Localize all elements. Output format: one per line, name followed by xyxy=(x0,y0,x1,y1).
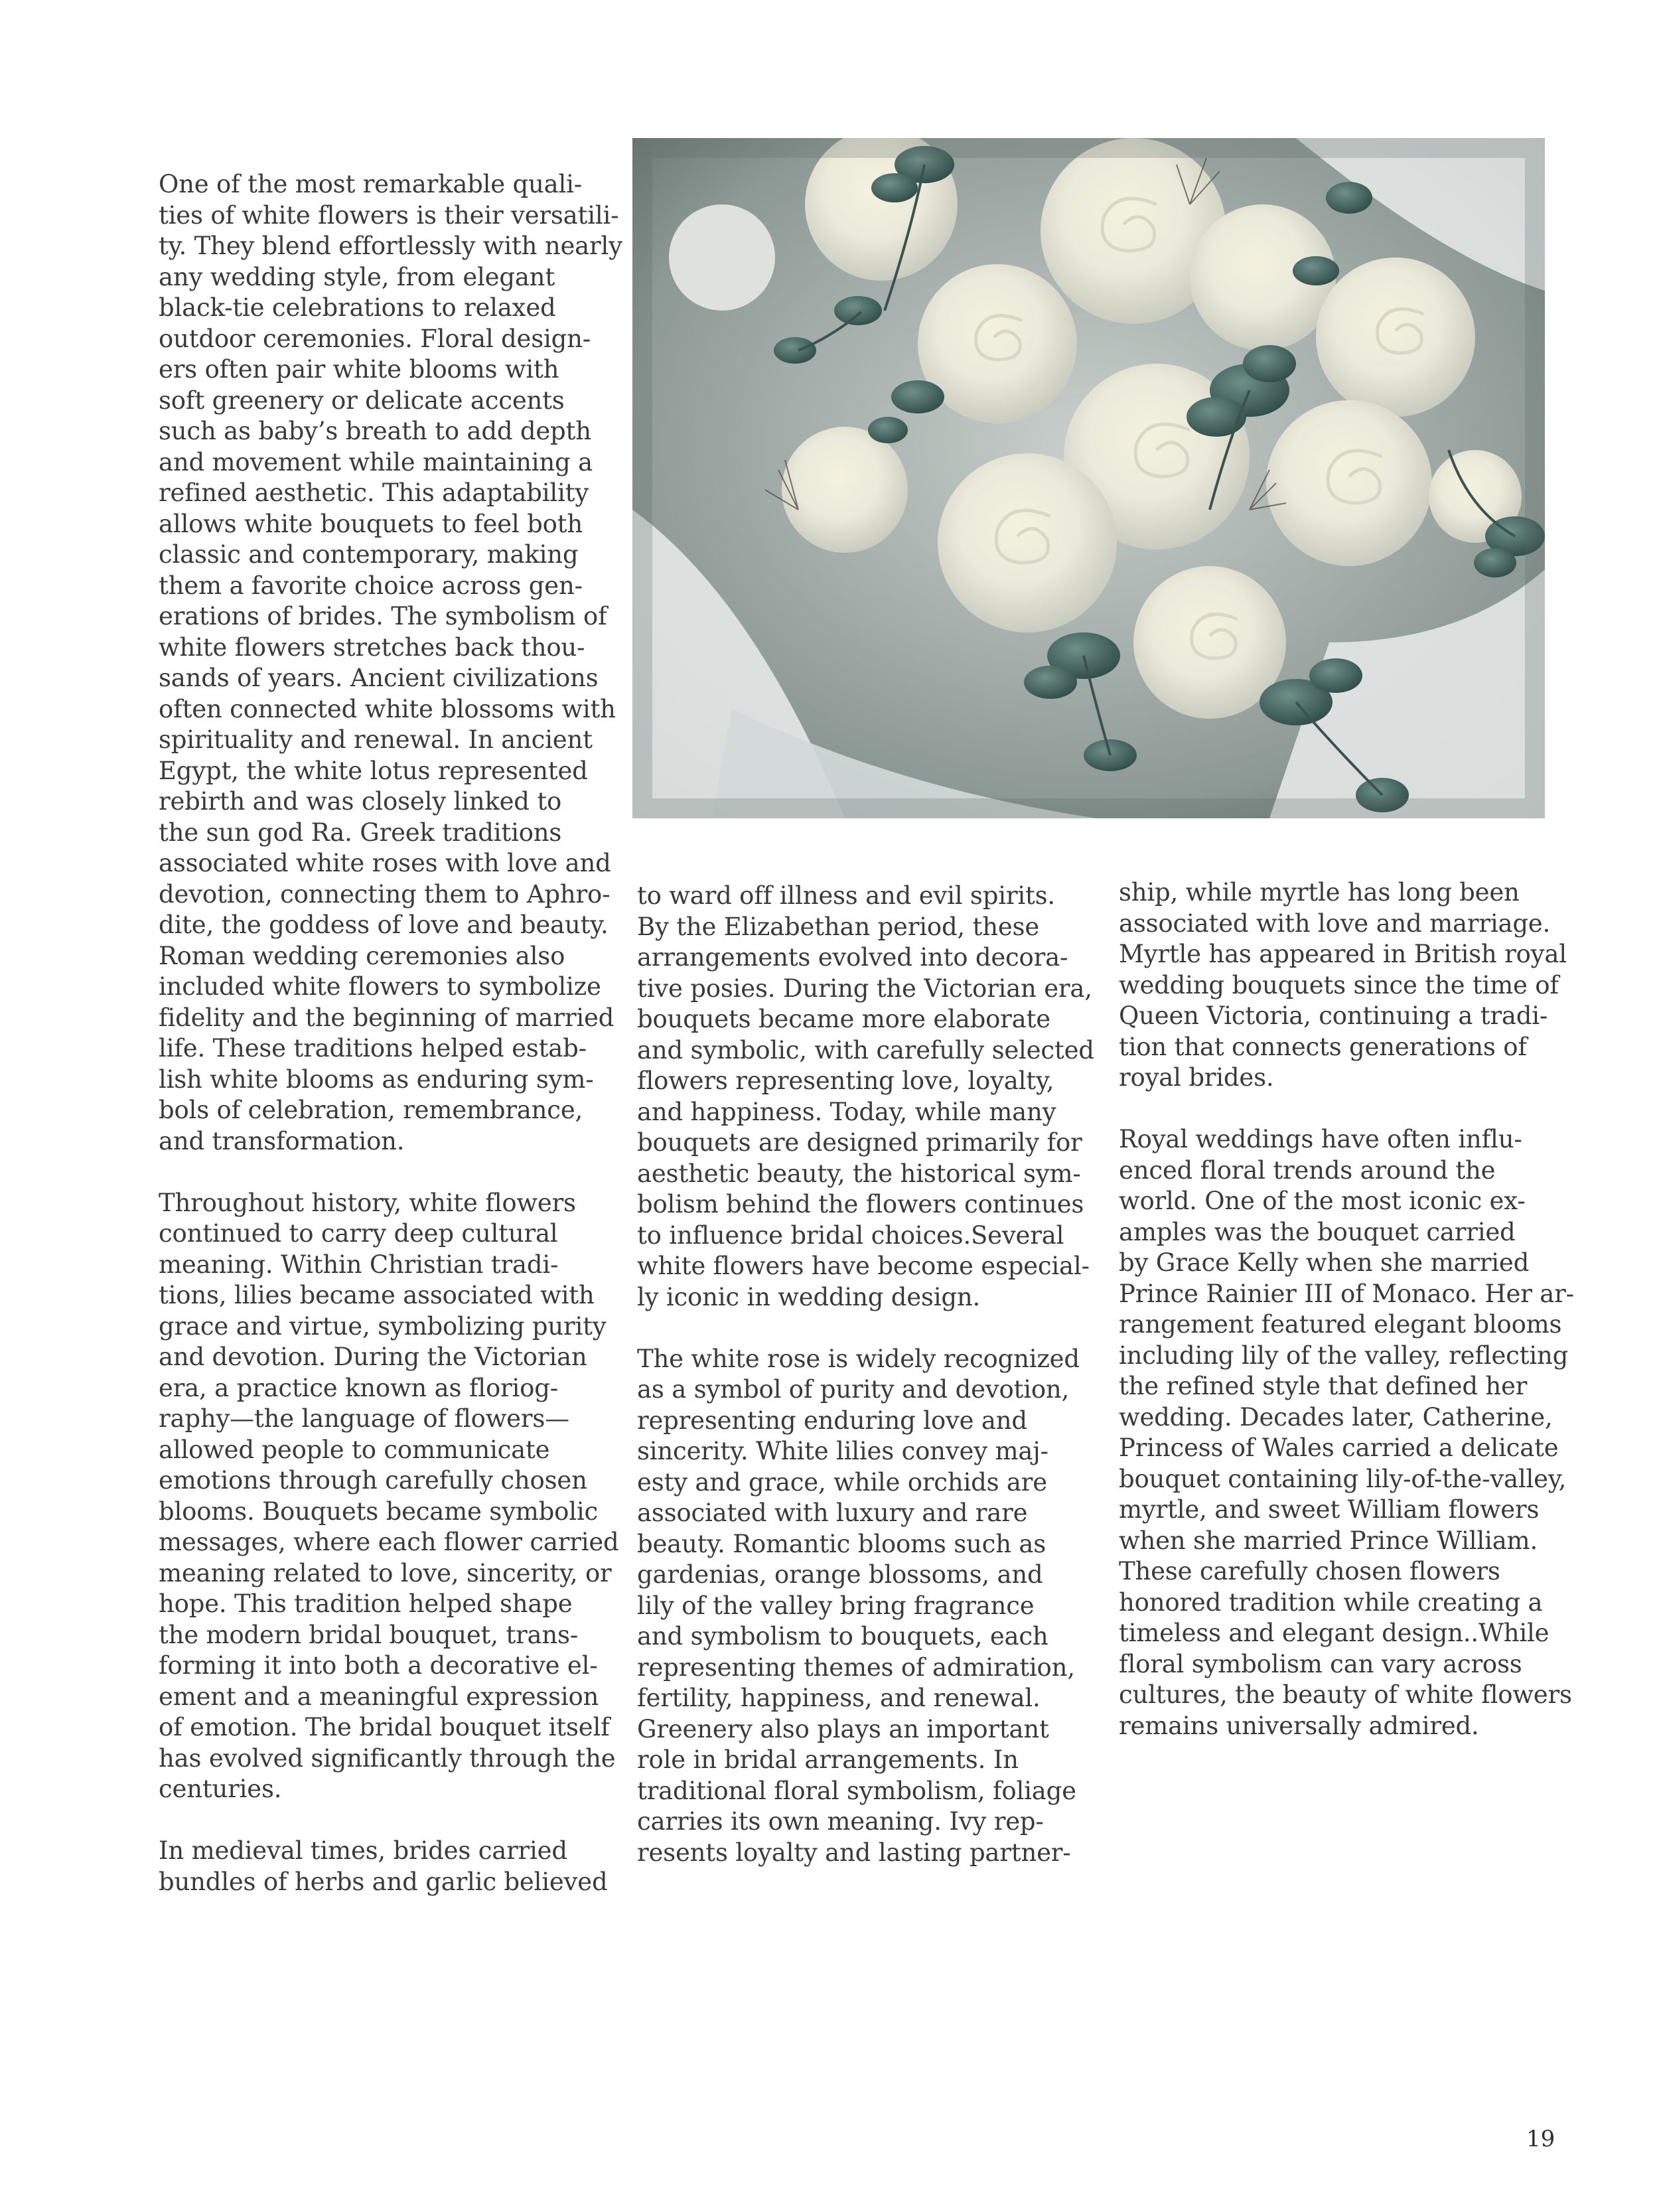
article-column-3 xyxy=(1119,877,1574,1741)
text-line: included white flowers to symbolize xyxy=(159,972,601,1001)
text-line: By the Elizabethan period, these xyxy=(637,912,1040,941)
text-line: by Grace Kelly when she married xyxy=(1119,1248,1530,1277)
text-line: when she married Prince William. xyxy=(1119,1526,1538,1555)
text-line: emotions through carefully chosen xyxy=(159,1466,587,1495)
text-line: royal brides. xyxy=(1119,1063,1274,1092)
text-line: bouquets are designed primarily for xyxy=(637,1128,1082,1157)
text-line: Roman wedding ceremonies also xyxy=(159,941,565,970)
text-line: floral symbolism can vary across xyxy=(1119,1649,1522,1678)
text-line: Myrtle has appeared in British royal xyxy=(1119,940,1567,968)
text-line: Throughout history, white flowers xyxy=(159,1188,576,1217)
text-line: messages, where each flower carried xyxy=(159,1528,619,1556)
text-line: the sun god Ra. Greek traditions xyxy=(159,818,562,847)
text-line: hope. This tradition helped shape xyxy=(159,1589,573,1618)
text-line: rangement featured elegant blooms xyxy=(1119,1310,1562,1339)
text-line: tions, lilies became associated with xyxy=(159,1281,595,1309)
text-line: white flowers have become especial- xyxy=(637,1252,1090,1280)
text-line: era, a practice known as floriog- xyxy=(159,1373,559,1402)
text-line: has evolved significantly through the xyxy=(159,1743,616,1773)
text-line: grace and virtue, symbolizing purity xyxy=(159,1311,607,1341)
text-line: and symbolic, with carefully selected xyxy=(637,1035,1094,1065)
text-line: arrangements evolved into decora- xyxy=(637,943,1068,972)
text-line: refined aesthetic. This adaptability xyxy=(159,479,589,507)
text-line: lily of the valley bring fragrance xyxy=(637,1591,1035,1620)
text-line: and symbolism to bouquets, each xyxy=(637,1622,1048,1651)
text-line: Prince Rainier III of Monaco. Her ar- xyxy=(1119,1279,1574,1308)
text-line: spirituality and renewal. In ancient xyxy=(159,725,593,754)
text-line: tive posies. During the Victorian era, xyxy=(637,974,1092,1003)
text-line: to ward off illness and evil spirits. xyxy=(637,881,1055,910)
text-line: ty. They blend effortlessly with nearly xyxy=(159,232,622,260)
text-line: In medieval times, brides carried xyxy=(159,1836,567,1865)
text-line: and movement while maintaining a xyxy=(159,447,593,477)
text-line: allowed people to communicate xyxy=(159,1435,550,1464)
text-line: lish white blooms as enduring sym- xyxy=(159,1065,594,1094)
text-line: One of the most remarkable quali- xyxy=(159,170,583,198)
paragraph-medieval xyxy=(159,1836,610,1897)
text-line: esty and grace, while orchids are xyxy=(637,1467,1047,1497)
text-line: bolism behind the flowers continues xyxy=(637,1190,1084,1218)
text-line: ties of white flowers is their versatili- xyxy=(159,200,619,230)
text-line: and transformation. xyxy=(159,1126,405,1155)
text-line: Royal weddings have often influ- xyxy=(1119,1125,1522,1153)
text-line: of emotion. The bridal bouquet itself xyxy=(159,1713,610,1741)
text-line: traditional floral symbolism, foliage xyxy=(637,1776,1076,1805)
paragraph-royal-weddings xyxy=(1119,1124,1574,1741)
text-line: erations of brides. The symbolism of xyxy=(159,602,607,630)
text-line: representing themes of admiration, xyxy=(637,1653,1075,1682)
text-line: amples was the bouquet carried xyxy=(1119,1217,1516,1246)
paragraph-history xyxy=(159,1188,619,1805)
text-line: enced floral trends around the xyxy=(1119,1155,1496,1185)
text-line: bundles of herbs and garlic believed xyxy=(159,1867,608,1896)
text-line: ement and a meaningful expression xyxy=(159,1682,599,1711)
text-line: Queen Victoria, continuing a tradi- xyxy=(1119,1001,1548,1030)
text-line: ly iconic in wedding design. xyxy=(637,1282,981,1311)
bouquet-photo xyxy=(632,138,1545,818)
text-line: and devotion. During the Victorian xyxy=(159,1343,587,1371)
text-line: bouquet containing lily-of-the-valley, xyxy=(1119,1464,1567,1493)
text-line: continued to carry deep cultural xyxy=(159,1219,558,1248)
text-line: often connected white blossoms with xyxy=(159,694,616,723)
text-line: soft greenery or delicate accents xyxy=(159,386,565,415)
paragraph-white-rose xyxy=(637,1344,1088,1869)
paragraph-myrtle xyxy=(1119,877,1570,1094)
text-line: ship, while myrtle has long been xyxy=(1119,878,1520,907)
text-line: representing enduring love and xyxy=(637,1406,1027,1435)
text-line: rebirth and was closely linked to xyxy=(159,787,562,816)
page-number: 19 xyxy=(1526,2126,1555,2152)
text-line: wedding. Decades later, Catherine, xyxy=(1119,1402,1553,1432)
text-line: beauty. Romantic blooms such as xyxy=(637,1529,1046,1558)
text-line: world. One of the most iconic ex- xyxy=(1119,1187,1526,1215)
text-line: forming it into both a decorative el- xyxy=(159,1651,598,1680)
article-column-2 xyxy=(637,881,1094,1868)
text-line: sands of years. Ancient civilizations xyxy=(159,664,599,692)
text-line: Princess of Wales carried a delicate xyxy=(1119,1434,1559,1462)
text-line: them a favorite choice across gen- xyxy=(159,571,583,600)
text-line: honored tradition while creating a xyxy=(1119,1587,1543,1617)
text-line: remains universally admired. xyxy=(1119,1711,1479,1740)
text-line: any wedding style, from elegant xyxy=(159,262,555,291)
text-line: bouquets became more elaborate xyxy=(637,1005,1050,1033)
text-line: myrtle, and sweet William flowers xyxy=(1119,1495,1540,1524)
text-line: life. These traditions helped estab- xyxy=(159,1034,587,1063)
article-column-1 xyxy=(159,169,622,1897)
text-line: Egypt, the white lotus represented xyxy=(159,756,588,785)
text-line: aesthetic beauty, the historical sym- xyxy=(637,1159,1081,1188)
text-line: carries its own meaning. Ivy rep- xyxy=(637,1807,1044,1836)
text-line: the refined style that defined her xyxy=(1119,1372,1528,1400)
text-line: centuries. xyxy=(159,1775,282,1803)
text-line: black-tie celebrations to relaxed xyxy=(159,293,556,322)
text-line: meaning related to love, sincerity, or xyxy=(159,1558,612,1587)
text-line: associated with luxury and rare xyxy=(637,1499,1028,1527)
text-line: the modern bridal bouquet, trans- xyxy=(159,1620,579,1649)
paragraph-elizabethan xyxy=(637,881,1094,1313)
paragraph-versatility xyxy=(159,169,622,1157)
text-line: allows white bouquets to feel both xyxy=(159,509,583,538)
text-line: white flowers stretches back thou- xyxy=(159,632,585,662)
text-line: outdoor ceremonies. Floral design- xyxy=(159,324,591,353)
text-line: fertility, happiness, and renewal. xyxy=(637,1684,1041,1712)
text-line: dite, the goddess of love and beauty. xyxy=(159,911,609,939)
text-line: cultures, the beauty of white flowers xyxy=(1119,1680,1572,1709)
text-line: associated with love and marriage. xyxy=(1119,909,1551,938)
text-line: flowers representing love, loyalty, xyxy=(637,1067,1054,1095)
text-line: to influence bridal choices.Several xyxy=(637,1220,1064,1250)
text-line: timeless and elegant design..While xyxy=(1119,1619,1550,1647)
text-line: as a symbol of purity and devotion, xyxy=(637,1375,1070,1404)
text-line: tion that connects generations of xyxy=(1119,1032,1527,1061)
text-line: resents loyalty and lasting partner- xyxy=(637,1838,1071,1867)
text-line: such as baby’s breath to add depth xyxy=(159,417,591,445)
text-line: associated white roses with love and xyxy=(159,849,611,877)
text-line: ers often pair white blooms with xyxy=(159,355,559,384)
text-line: blooms. Bouquets became symbolic xyxy=(159,1497,599,1526)
text-line: bols of celebration, remembrance, xyxy=(159,1096,583,1124)
text-line: The white rose is widely recognized xyxy=(637,1344,1080,1373)
text-line: including lily of the valley, reflecting xyxy=(1119,1341,1569,1370)
text-line: Greenery also plays an important xyxy=(637,1714,1049,1743)
text-line: meaning. Within Christian tradi- xyxy=(159,1250,559,1279)
text-line: fidelity and the beginning of married xyxy=(159,1003,614,1032)
text-line: These carefully chosen flowers xyxy=(1119,1557,1500,1585)
text-line: classic and contemporary, making xyxy=(159,540,579,569)
text-line: gardenias, orange blossoms, and xyxy=(637,1560,1043,1589)
text-line: wedding bouquets since the time of xyxy=(1119,970,1559,999)
text-line: sincerity. White lilies convey maj- xyxy=(637,1437,1048,1465)
text-line: raphy—the language of flowers— xyxy=(159,1404,569,1433)
text-line: role in bridal arrangements. In xyxy=(637,1745,1019,1774)
text-line: and happiness. Today, while many xyxy=(637,1097,1056,1126)
text-line: devotion, connecting them to Aphro- xyxy=(159,879,611,909)
